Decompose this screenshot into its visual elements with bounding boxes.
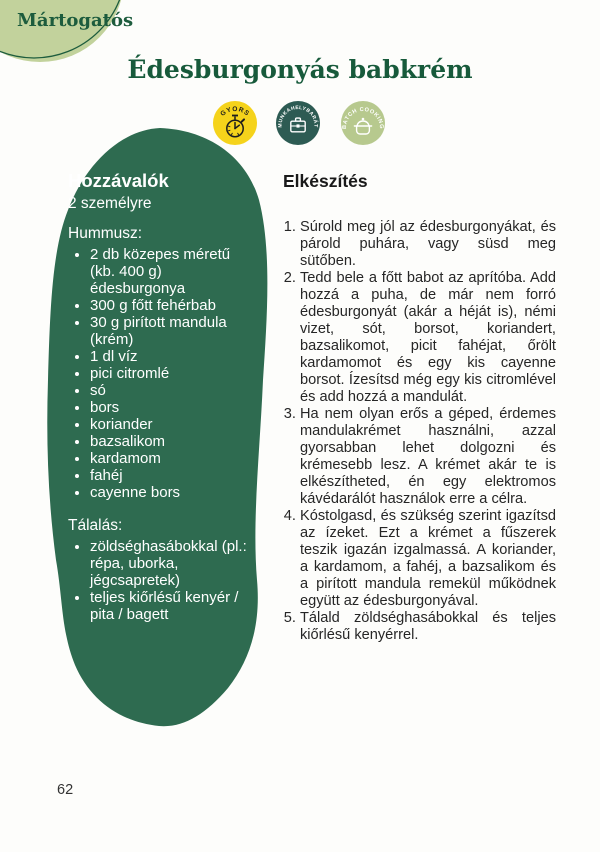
instruction-step: 5. Tálald zöldséghasábokkal és teljes kiőrlésű kenyérrel.: [300, 610, 556, 644]
ingredient-item: • 2 db közepes méretű (kb. 400 g) édesburgonya: [90, 246, 254, 297]
page-title: Édesburgonyás babkrém: [127, 55, 473, 84]
ingredient-item: • 30 g pirított mandula (krém): [90, 314, 254, 348]
instruction-step: 2. Tedd bele a főtt babot az aprítóba. Add hozzá a puha, de már nem forró édesburgonyát (akár a héját is), némi vizet, sót, borsot, koriandert, bazsalikomot, picit fahéjat, őrölt kardamomot és egy kis cayenne borsot. Ízesítsd még egy kis citromlével és add hozzá a mandulát.: [300, 270, 556, 406]
ingredients-section: [68, 170, 254, 623]
badge-work-label: MUNKAHELYBARÁT: [277, 104, 319, 128]
category-label: Mártogatós: [17, 10, 134, 31]
ingredient-item: • bazsalikom: [90, 433, 254, 450]
instructions-heading: Elkészítés: [283, 171, 368, 191]
ingredient-item: • bors: [90, 399, 254, 416]
ingredients-heading: Hozzávalók: [68, 170, 169, 191]
ingredient-item: • 300 g főtt fehérbab: [90, 297, 254, 314]
ingredient-item: • 1 dl víz: [90, 348, 254, 365]
badge-workplace-friendly: [276, 101, 320, 145]
badge-batch-cooking: [341, 101, 385, 145]
ingredient-item: • teljes kiőrlésű kenyér / pita / bagett: [90, 589, 254, 623]
ingredient-list-serving: [68, 538, 254, 623]
ingredient-item: • cayenne bors: [90, 484, 254, 501]
instruction-step: 3. Ha nem olyan erős a géped, érdemes mandulakrémet használni, azzal gyorsabban lehet dolgozni és krémesebb lesz. A krémet akár te is elkészítheted, én egy elektromos kávédarálót használok erre a célra.: [300, 406, 556, 508]
instruction-step: 4. Kóstolgasd, és szükség szerint igazítsd az ízeket. Ezt a krémet a fűszerek teszik igazán izgalmassá. A koriander, a kardamom, a fahéj, a bazsalikom és a pirított mandula remekül működnek együtt az édesburgonyával.: [300, 508, 556, 610]
ingredient-item: • só: [90, 382, 254, 399]
ingredient-item: • pici citromlé: [90, 365, 254, 382]
badge-quick-label: GYORS: [219, 105, 251, 118]
page-number: 62: [57, 782, 74, 798]
ingredient-group-title: Hummusz:: [68, 225, 143, 242]
ingredient-group-title: Tálalás:: [68, 517, 123, 534]
instruction-step: 1. Súrold meg jól az édesburgonyákat, és párold puhára, vagy süsd meg sütőben.: [300, 219, 556, 270]
badge-batch-label: BATCH COOKING: [341, 106, 385, 130]
ingredient-item: • zöldséghasábokkal (pl.: répa, uborka, jégcsapretek): [90, 538, 254, 589]
ingredient-item: • koriander: [90, 416, 254, 433]
ingredient-item: • fahéj: [90, 467, 254, 484]
ingredient-item: • kardamom: [90, 450, 254, 467]
servings: 2 személyre: [68, 195, 152, 212]
ingredient-list-hummus: [68, 246, 254, 501]
instructions-list: [283, 219, 556, 644]
instructions-section: [283, 170, 556, 644]
